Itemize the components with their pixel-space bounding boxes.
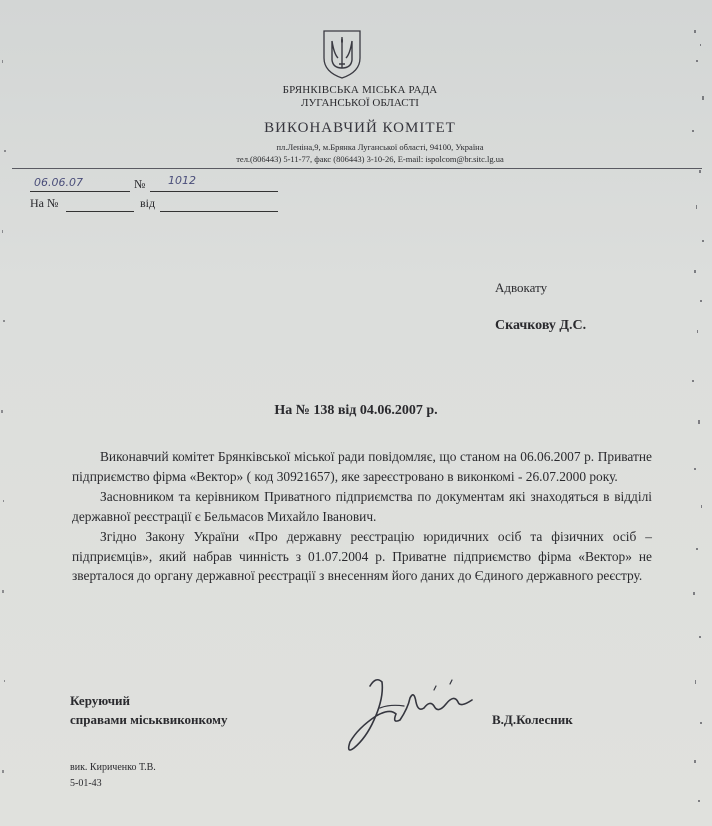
number-line <box>150 191 278 192</box>
signatory-title-line2: справами міськвиконкому <box>70 712 228 727</box>
body-paragraph-3: Згідно Закону України «Про державну реєстрацію юридичних осіб та фізичних осіб – підприємців», який набрав чинність з 01.07.2004 р. Приватне підприємство фірма «Вектор» не зверталося до органу державної реєстрації з внесенням його даних до Єдиного державного реєстру. <box>72 529 652 583</box>
letter-body <box>72 447 652 586</box>
addressee-name: Скачкову Д.С. <box>495 318 587 333</box>
executor-name: вик. Кириченко Т.В. <box>70 762 156 773</box>
oblast-name: ЛУГАНСЬКОЇ ОБЛАСТІ <box>301 97 419 109</box>
signatory-name: В.Д.Колесник <box>492 712 573 727</box>
coat-of-arms-icon <box>320 28 364 80</box>
outgoing-number: 1012 <box>168 174 196 187</box>
number-label: № <box>134 177 146 191</box>
contact-info: тел.(806443) 5-11-77, факс (806443) 3-10-26, E-mail: ispolcom@br.sitc.lg.ua <box>236 154 504 164</box>
signatory-title-line1: Керуючий <box>70 693 131 708</box>
from-date-line <box>160 211 278 212</box>
committee-name: ВИКОНАВЧИЙ КОМІТЕТ <box>264 120 456 136</box>
postal-address: пл.Леніна,9, м.Брянка Луганської області, 94100, Україна <box>276 142 484 152</box>
from-label: від <box>140 196 156 210</box>
executor-phone: 5-01-43 <box>70 778 102 789</box>
reply-to-label: На № <box>30 196 59 210</box>
body-paragraph-1: Виконавчий комітет Брянківської міської ради повідомляє, що станом на 06.06.2007 р. Приватне підприємство фірма «Вектор» ( код 30921657), яке зареєстровано в виконкомі - 26.07.2000 року. <box>72 449 652 484</box>
subject-line: На № 138 від 04.06.2007 р. <box>274 403 438 418</box>
date-line <box>30 191 130 192</box>
reply-number-line <box>66 211 134 212</box>
body-paragraph-2: Засновником та керівником Приватного підприємства по документам які знаходяться в відділі державної реєстрації є Бельмасов Михайло Іванович. <box>72 489 652 524</box>
outgoing-date: 06.06.07 <box>34 176 83 189</box>
handwritten-signature <box>330 668 480 758</box>
addressee-title: Адвокату <box>495 280 548 295</box>
council-name: БРЯНКІВСЬКА МІСЬКА РАДА <box>282 84 438 96</box>
header-rule <box>12 168 702 169</box>
